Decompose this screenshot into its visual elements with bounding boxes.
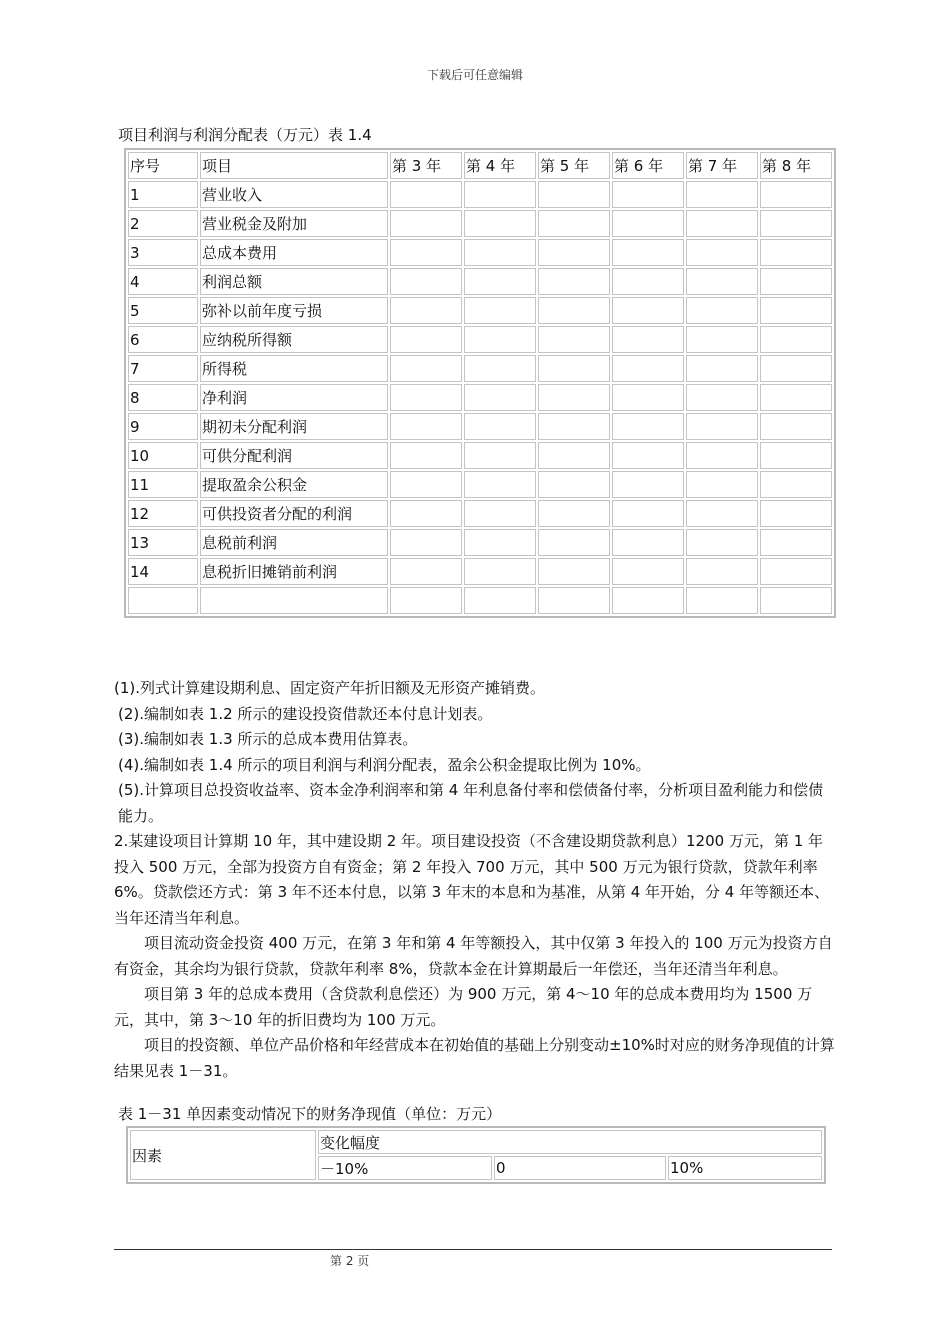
change-cell: 0 — [494, 1156, 666, 1180]
factor-header: 因素 — [130, 1130, 316, 1180]
value-cell — [686, 587, 758, 614]
table-row — [128, 355, 832, 382]
value-cell — [390, 210, 462, 237]
value-cell — [686, 326, 758, 353]
item-cell: 营业税金及附加 — [200, 210, 388, 237]
item-cell: 总成本费用 — [200, 239, 388, 266]
value-cell — [390, 413, 462, 440]
value-cell — [612, 587, 684, 614]
header-cell: 第 7 年 — [686, 152, 758, 179]
value-cell — [760, 384, 832, 411]
body-text — [114, 676, 838, 1084]
value-cell — [464, 558, 536, 585]
value-cell — [464, 413, 536, 440]
item-cell: 应纳税所得额 — [200, 326, 388, 353]
value-cell — [686, 529, 758, 556]
seq-cell: 8 — [128, 384, 198, 411]
seq-cell — [128, 587, 198, 614]
item-cell: 净利润 — [200, 384, 388, 411]
question-5: (5).计算项目总投资收益率、资本金净利润率和第 4 年利息备付率和偿债备付率，分析项目盈利能力和偿债能力。 — [118, 781, 824, 825]
seq-cell: 6 — [128, 326, 198, 353]
seq-cell: 3 — [128, 239, 198, 266]
value-cell — [464, 326, 536, 353]
value-cell — [760, 529, 832, 556]
value-cell — [686, 355, 758, 382]
value-cell — [390, 384, 462, 411]
value-cell — [612, 471, 684, 498]
value-cell — [612, 558, 684, 585]
value-cell — [612, 181, 684, 208]
value-cell — [538, 413, 610, 440]
value-cell — [760, 471, 832, 498]
header-cell: 第 8 年 — [760, 152, 832, 179]
seq-cell: 9 — [128, 413, 198, 440]
item-cell: 营业收入 — [200, 181, 388, 208]
item-cell: 息税折旧摊销前利润 — [200, 558, 388, 585]
problem-2-working-capital: 项目流动资金投资 400 万元，在第 3 年和第 4 年等额投入，其中仅第 3 年投入的 100 万元为投资方自有资金，其余均为银行贷款，贷款年利率 8%，贷款本金在计算期最后一年偿还，当年还清当年利息。 — [114, 934, 833, 978]
seq-cell: 13 — [128, 529, 198, 556]
change-cell: －10% — [318, 1156, 492, 1180]
problem-2-intro: 2.某建设项目计算期 10 年，其中建设期 2 年。项目建设投资（不含建设期贷款利息）1200 万元，第 1 年投入 500 万元，全部为投资方自有资金；第 2 年投入 700 万元，其中 500 万元为银行贷款，贷款年利率 6%。贷款偿还方式：第 3 年不还本付息，以第 3 年末的本息和为基准，从第 4 年开始，分 4 年等额还本、当年还清当年利息。 — [114, 832, 830, 927]
question-2: (2).编制如表 1.2 所示的建设投资借款还本付息计划表。 — [118, 704, 493, 723]
seq-cell: 11 — [128, 471, 198, 498]
value-cell — [464, 471, 536, 498]
table-row — [128, 471, 832, 498]
question-3: (3).编制如表 1.3 所示的总成本费用估算表。 — [118, 730, 418, 748]
value-cell — [760, 587, 832, 614]
table-row — [128, 558, 832, 585]
header-cell: 项目 — [200, 152, 388, 179]
problem-2-total-cost: 项目第 3 年的总成本费用（含贷款利息偿还）为 900 万元，第 4～10 年的总成本费用均为 1500 万元，其中，第 3～10 年的折旧费均为 100 万元。 — [114, 985, 813, 1029]
table-row — [128, 500, 832, 527]
value-cell — [612, 500, 684, 527]
seq-cell: 7 — [128, 355, 198, 382]
value-cell — [760, 413, 832, 440]
page-header: 下载后可任意编辑 — [426, 68, 523, 82]
value-cell — [612, 529, 684, 556]
item-cell: 期初未分配利润 — [200, 413, 388, 440]
value-cell — [390, 181, 462, 208]
value-cell — [464, 181, 536, 208]
value-cell — [390, 239, 462, 266]
value-cell — [612, 268, 684, 295]
value-cell — [760, 239, 832, 266]
seq-cell: 4 — [128, 268, 198, 295]
footer-divider — [114, 1249, 832, 1250]
value-cell — [612, 297, 684, 324]
sensitivity-table — [126, 1126, 826, 1184]
item-cell: 弥补以前年度亏损 — [200, 297, 388, 324]
value-cell — [686, 239, 758, 266]
value-cell — [538, 558, 610, 585]
value-cell — [390, 587, 462, 614]
question-4: (4).编制如表 1.4 所示的项目利润与利润分配表，盈余公积金提取比例为 10%。 — [118, 755, 651, 774]
seq-cell: 1 — [128, 181, 198, 208]
value-cell — [538, 268, 610, 295]
value-cell — [538, 326, 610, 353]
value-cell — [612, 413, 684, 440]
table-row — [128, 529, 832, 556]
seq-cell: 10 — [128, 442, 198, 469]
table-row — [128, 442, 832, 469]
value-cell — [686, 210, 758, 237]
table-row — [128, 326, 832, 353]
item-cell — [200, 587, 388, 614]
value-cell — [760, 558, 832, 585]
item-cell: 可供投资者分配的利润 — [200, 500, 388, 527]
value-cell — [390, 471, 462, 498]
value-cell — [538, 210, 610, 237]
value-cell — [390, 326, 462, 353]
value-cell — [390, 355, 462, 382]
table-header-row — [130, 1130, 822, 1154]
value-cell — [464, 529, 536, 556]
value-cell — [686, 500, 758, 527]
value-cell — [686, 268, 758, 295]
value-cell — [760, 297, 832, 324]
seq-cell: 12 — [128, 500, 198, 527]
value-cell — [686, 471, 758, 498]
page-number: 第 2 页 — [330, 1254, 370, 1268]
value-cell — [464, 384, 536, 411]
value-cell — [612, 355, 684, 382]
value-cell — [538, 471, 610, 498]
value-cell — [538, 587, 610, 614]
value-cell — [686, 442, 758, 469]
value-cell — [612, 239, 684, 266]
table-row — [128, 239, 832, 266]
table-row — [128, 297, 832, 324]
value-cell — [760, 442, 832, 469]
value-cell — [760, 210, 832, 237]
change-cell: 10% — [668, 1156, 822, 1180]
value-cell — [390, 442, 462, 469]
value-cell — [464, 355, 536, 382]
value-cell — [760, 268, 832, 295]
header-cell: 第 4 年 — [464, 152, 536, 179]
table-row — [128, 210, 832, 237]
item-cell: 利润总额 — [200, 268, 388, 295]
value-cell — [612, 384, 684, 411]
value-cell — [538, 500, 610, 527]
question-1: (1).列式计算建设期利息、固定资产年折旧额及无形资产摊销费。 — [114, 679, 546, 697]
value-cell — [538, 529, 610, 556]
table-caption-profit: 项目利润与利润分配表（万元）表 1.4 — [118, 126, 372, 144]
value-cell — [464, 587, 536, 614]
value-cell — [464, 268, 536, 295]
value-cell — [686, 384, 758, 411]
table-row-empty — [128, 587, 832, 614]
table-row — [128, 268, 832, 295]
value-cell — [612, 210, 684, 237]
value-cell — [538, 442, 610, 469]
seq-cell: 14 — [128, 558, 198, 585]
header-cell: 第 5 年 — [538, 152, 610, 179]
table-caption-sensitivity: 表 1－31 单因素变动情况下的财务净现值（单位：万元） — [118, 1105, 502, 1123]
header-cell: 序号 — [128, 152, 198, 179]
value-cell — [612, 326, 684, 353]
change-header: 变化幅度 — [318, 1130, 822, 1154]
item-cell: 所得税 — [200, 355, 388, 382]
header-cell: 第 6 年 — [612, 152, 684, 179]
value-cell — [538, 384, 610, 411]
value-cell — [464, 239, 536, 266]
value-cell — [686, 297, 758, 324]
table-row — [128, 413, 832, 440]
value-cell — [390, 268, 462, 295]
seq-cell: 2 — [128, 210, 198, 237]
value-cell — [390, 297, 462, 324]
value-cell — [686, 181, 758, 208]
value-cell — [390, 529, 462, 556]
table-row — [128, 384, 832, 411]
profit-distribution-table — [124, 148, 836, 618]
value-cell — [464, 442, 536, 469]
value-cell — [612, 442, 684, 469]
table-row — [128, 181, 832, 208]
value-cell — [538, 181, 610, 208]
item-cell: 可供分配利润 — [200, 442, 388, 469]
value-cell — [538, 297, 610, 324]
table-header-row — [128, 152, 832, 179]
value-cell — [538, 355, 610, 382]
item-cell: 提取盈余公积金 — [200, 471, 388, 498]
value-cell — [390, 500, 462, 527]
value-cell — [686, 413, 758, 440]
seq-cell: 5 — [128, 297, 198, 324]
value-cell — [686, 558, 758, 585]
problem-2-sensitivity: 项目的投资额、单位产品价格和年经营成本在初始值的基础上分别变动±10%时对应的财务净现值的计算结果见表 1－31。 — [114, 1036, 835, 1080]
value-cell — [464, 297, 536, 324]
value-cell — [538, 239, 610, 266]
value-cell — [760, 181, 832, 208]
value-cell — [390, 558, 462, 585]
item-cell: 息税前利润 — [200, 529, 388, 556]
value-cell — [464, 500, 536, 527]
value-cell — [464, 210, 536, 237]
value-cell — [760, 500, 832, 527]
value-cell — [760, 355, 832, 382]
header-cell: 第 3 年 — [390, 152, 462, 179]
value-cell — [760, 326, 832, 353]
